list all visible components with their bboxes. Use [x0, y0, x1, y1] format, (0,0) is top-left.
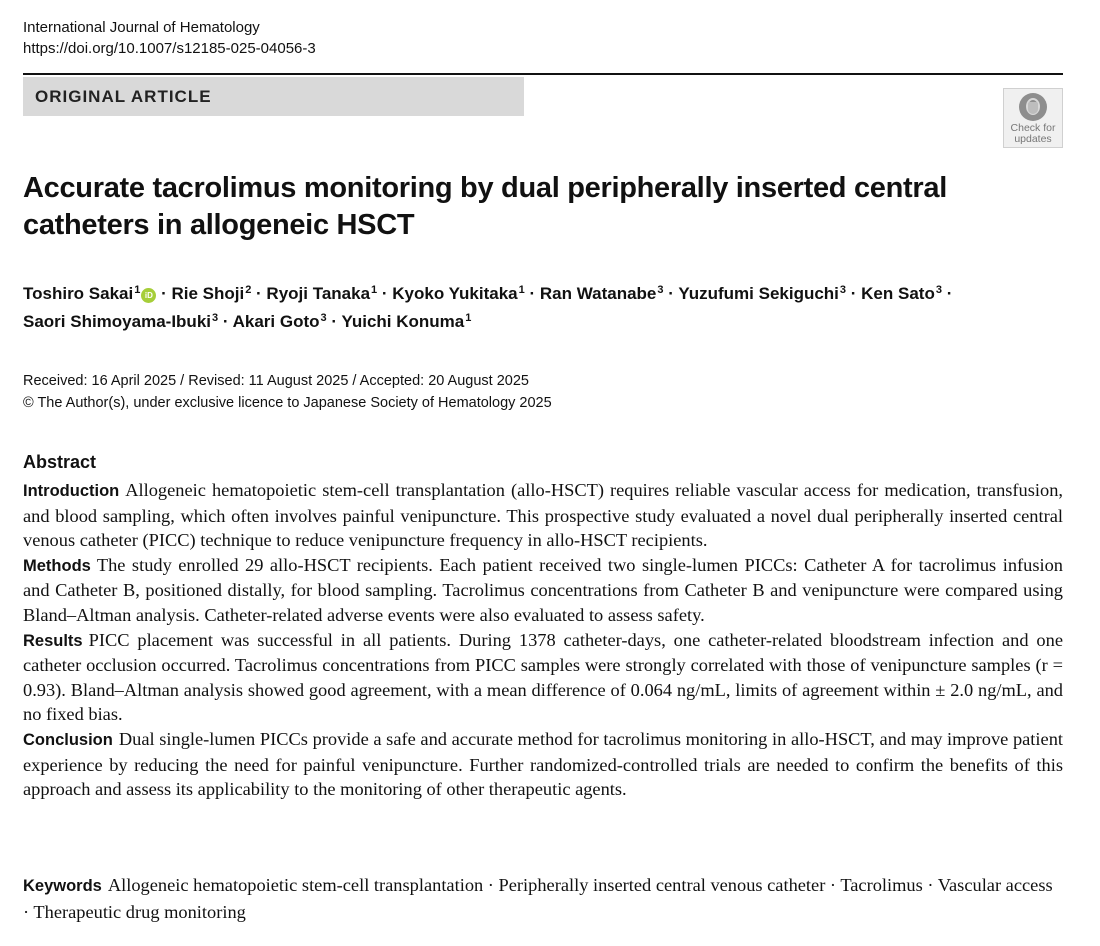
abstract-body: [23, 478, 1063, 802]
section-text: PICC placement was successful in all patients. During 1378 catheter-days, one catheter-related bloodstream infection and one catheter occlusion occurred. Tacrolimus concentrations from PICC samples were strongly correlated with those of venipuncture samples (r = 0.93). Bland–Altman analysis showed good agreement, with a mean difference of 0.064 ng/mL, limits of agreement within ± 2.0 ng/mL, and no fixed bias.: [23, 629, 1063, 725]
abstract-section-results: [23, 628, 1063, 727]
header-rule: [23, 73, 1063, 75]
publication-dates: Received: 16 April 2025 / Revised: 11 August 2025 / Accepted: 20 August 2025: [23, 373, 529, 389]
author[interactable]: Ryoji Tanaka$^1$: [266, 284, 378, 303]
abstract-section-conclusion: [23, 727, 1063, 802]
check-updates-label: Check for updates: [1010, 122, 1056, 145]
section-text: Dual single-lumen PICCs provide a safe and accurate method for tacrolimus monitoring in allo-HSCT, and may improve patient experience by reducing the need for painful venipuncture. Further randomized-controlled trials are needed to confirm the benefits of this approach and assess its applicability to the monitoring of other therapeutic agents.: [23, 728, 1063, 800]
author[interactable]: Toshiro Sakai$^1$: [23, 284, 141, 303]
author[interactable]: Kyoko Yukitaka$^1$: [392, 284, 525, 303]
author[interactable]: Akari Goto$^3$: [232, 312, 327, 331]
check-for-updates-button[interactable]: [1003, 88, 1063, 148]
article-title: Accurate tacrolimus monitoring by dual peripherally inserted central catheters in allogeneic HSCT: [23, 172, 947, 241]
section-text: The study enrolled 29 allo-HSCT recipients. Each patient received two single-lumen PICCs: Catheter A for tacrolimus infusion and Catheter B, positioned distally, for blood sampling. Tacrolimus concentrations from Catheter B and venipuncture were compared using Bland–Altman analysis. Catheter-related adverse events were also evaluated to assess safety.: [23, 554, 1063, 625]
author[interactable]: Ran Watanabe$^3$: [539, 284, 664, 303]
section-label: Introduction: [23, 482, 120, 500]
keywords: [23, 872, 1063, 925]
copyright-line: © The Author(s), under exclusive licence to Japanese Society of Hematology 2025: [23, 395, 552, 411]
journal-header: [23, 17, 316, 59]
author[interactable]: Rie Shoji$^2$: [171, 284, 252, 303]
orcid-icon[interactable]: iD: [141, 288, 156, 303]
publication-info: [23, 370, 552, 414]
doi-link[interactable]: https://doi.org/10.1007/s12185-025-04056-3: [23, 40, 316, 57]
keywords-label: Keywords: [23, 877, 102, 895]
author[interactable]: Yuichi Konuma$^1$: [341, 312, 472, 331]
author[interactable]: Saori Shimoyama-Ibuki$^3$: [23, 312, 219, 331]
author[interactable]: Ken Sato$^3$: [861, 284, 942, 303]
section-label: Conclusion: [23, 730, 113, 749]
abstract-heading: Abstract: [23, 452, 97, 472]
article-type-banner: ORIGINAL ARTICLE: [23, 77, 524, 116]
crossmark-icon: [1019, 93, 1047, 121]
author-list: Toshiro Sakai$^1$ iD · Rie Shoji$^2$ · Ryoji Tanaka$^1$ · Kyoko Yukitaka$^1$ · Ran Watanabe$^3$ · Yuzufumi Sekiguchi$^3$ · Ken Sato$^3$ · Saori Shimoyama-Ibuki$^3$ · Akari Goto$^3$ · Yuichi Konuma$^1$: [23, 284, 953, 331]
abstract-section-introduction: [23, 478, 1063, 553]
author[interactable]: Yuzufumi Sekiguchi$^3$: [678, 284, 847, 303]
section-label: Methods: [23, 556, 91, 575]
section-text: Allogeneic hematopoietic stem-cell transplantation (allo-HSCT) requires reliable vascular access for medication, transfusion, and blood sampling, which often involves painful venipuncture. This prospective study evaluated a novel dual peripherally inserted central venous catheter (PICC) technique to reduce venipuncture frequency in allo-HSCT recipients.: [23, 480, 1063, 551]
abstract-section-methods: [23, 553, 1063, 628]
section-label: Results: [23, 631, 83, 650]
keywords-text: Allogeneic hematopoietic stem-cell transplantation · Peripherally inserted central venous catheter · Tacrolimus · Vascular access · Therapeutic drug monitoring: [23, 875, 1053, 922]
journal-name: International Journal of Hematology: [23, 19, 260, 36]
